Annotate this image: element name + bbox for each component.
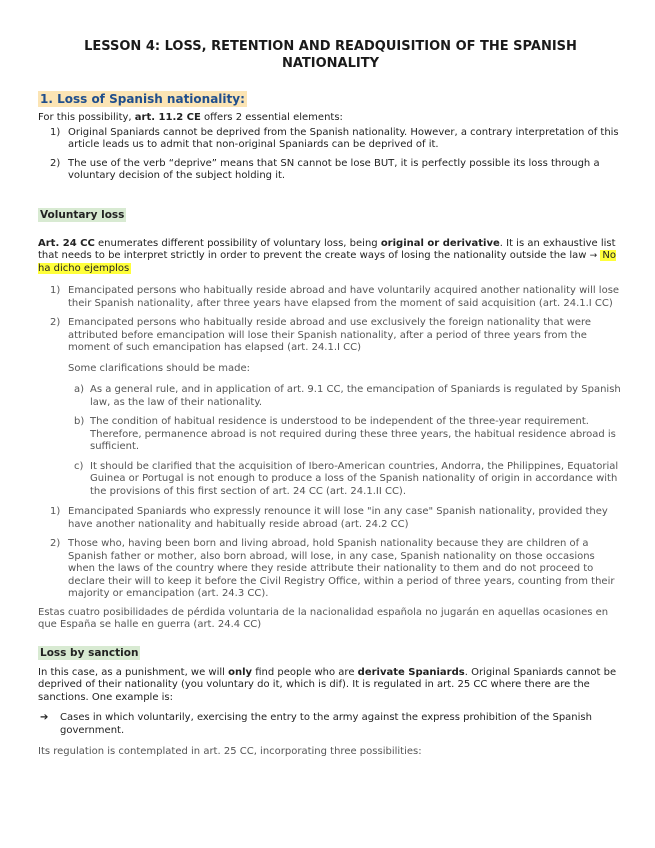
- sanction-example: [38, 712, 623, 737]
- item-text: The condition of habitual residence is understood to be independent of the three-year requirement. Therefore, permanence abroad is not required during these three years, the habitual residence abroad is sufficient.: [90, 416, 616, 452]
- arrow-bullet-icon: ➔: [40, 712, 49, 723]
- item-letter: a): [74, 384, 85, 395]
- intro-text: For this possibility,: [38, 112, 135, 123]
- voluntary-loss-list: [38, 285, 623, 355]
- intro-bold-2: derivate Spaniards: [357, 666, 465, 678]
- voluntary-intro: [38, 238, 623, 276]
- list-item: [38, 158, 623, 183]
- item-text: As a general rule, and in application of art. 9.1 CC, the emancipation of Spaniards is regulated by Spanish law, as the law of their nationality.: [90, 384, 621, 408]
- intro-bold: original or derivative: [380, 237, 500, 249]
- war-exception-note: Estas cuatro posibilidades de pérdida voluntaria de la nacionalidad española no jugarán en aquellas ocasiones en que España se halle en guerra (art. 24.4 CC): [38, 606, 609, 630]
- item-text: Original Spaniards cannot be deprived from the Spanish nationality. However, a contrary interpretation of this article leads us to admit that non-original Spaniards can be deprived of it.: [68, 126, 619, 150]
- item-text: Emancipated persons who habitually reside abroad and have voluntarily acquired another nationality will lose their Spanish nationality, after three years have elapsed from the moment of said acquisition (art. 24.1.I CC): [68, 285, 620, 309]
- intro-text-end: offers 2 essential elements:: [200, 112, 343, 123]
- essential-elements-list: [38, 127, 623, 183]
- sanction-closing: Its regulation is contemplated in art. 25 CC, incorporating three possibilities:: [38, 746, 422, 757]
- item-number: 2): [50, 317, 61, 328]
- voluntary-loss-list-continued: [38, 506, 623, 601]
- item-text: It should be clarified that the acquisition of Ibero-American countries, Andorra, the Philippines, Equatorial Guinea or Portugal is not enough to produce a loss of the Spanish nationality of origin in accordance with the provisions of this first section of art. 24 CC (art. 24.1.II CC).: [90, 460, 619, 497]
- list-item: [38, 317, 623, 355]
- list-item: [38, 285, 623, 310]
- item-text: Those who, having been born and living abroad, hold Spanish nationality because they are children of a Spanish father or mother, also born abroad, will lose, in any case, Spanish nationality on those occasions when the laws of the country where they reside attribute their nationality to them and do not proceed to declare their will to keep it before the Civil Registry Office, within a period of three years, counting from their majority or emancipation (art. 24.3 CC).: [68, 538, 615, 599]
- item-text: Cases in which voluntarily, exercising the entry to the army against the express prohibition of the Spanish government.: [60, 712, 592, 736]
- sanction-intro: [38, 667, 623, 705]
- arrow-icon: →: [589, 251, 598, 261]
- list-item: [38, 506, 623, 531]
- page-title: LESSON 4: LOSS, RETENTION AND READQUISITION OF THE SPANISH NATIONALITY: [84, 39, 577, 71]
- list-item: [38, 127, 623, 152]
- item-number: 1): [50, 285, 61, 296]
- section-heading-loss: 1. Loss of Spanish nationality:: [40, 92, 245, 106]
- intro-bold: art. 11.2 CE: [134, 112, 201, 123]
- clarifications-intro: Some clarifications should be made:: [68, 362, 251, 374]
- item-letter: b): [74, 416, 85, 427]
- intro-text: enumerates different possibility of voluntary loss, being: [94, 237, 381, 249]
- section-loss: [38, 88, 623, 183]
- item-letter: c): [74, 460, 84, 472]
- intro-bold: only: [228, 666, 253, 678]
- section-intro: [38, 112, 623, 125]
- section-loss-by-sanction: [38, 641, 623, 759]
- item-number: 1): [50, 126, 61, 138]
- highlight-note: No ha dicho ejemplos: [38, 250, 616, 274]
- subheading-voluntary-loss: Voluntary loss: [40, 208, 125, 221]
- intro-text-end: . Original Spaniards cannot be deprived of their nationality (you voluntary do it, which is dif). It is regulated in art. 25 CC where there are the sanctions. One example is:: [38, 666, 617, 703]
- list-item: [38, 416, 623, 454]
- intro-text-mid: find people who are: [252, 666, 358, 678]
- item-number: 2): [50, 157, 61, 169]
- clarifications-list: [38, 384, 623, 498]
- section-voluntary-loss: [38, 203, 623, 632]
- item-text: Emancipated persons who habitually reside abroad and use exclusively the foreign nationality that were attributed before emancipation will lose their Spanish nationality, after a period of three years from the moment of such emancipation has elapsed (art. 24.1.I CC): [68, 317, 592, 353]
- list-item: [38, 538, 623, 601]
- intro-text: In this case, as a punishment, we will: [38, 666, 229, 678]
- item-text: The use of the verb “deprive” means that SN cannot be lose BUT, it is perfectly possible its loss through a voluntary decision of the subject holding it.: [68, 157, 600, 181]
- item-number: 2): [50, 538, 61, 549]
- list-item: [38, 384, 623, 409]
- intro-text-end: . It is an exhaustive list that needs to be interpret strictly in order to prevent the create ways of losing the nationality outside the law: [38, 237, 616, 261]
- item-text: Emancipated Spaniards who expressly renounce it will lose "in any case" Spanish nationality, provided they have another nationality and habitually reside abroad (art. 24.2 CC): [68, 506, 608, 530]
- article-ref: Art. 24 CC: [38, 237, 95, 249]
- subheading-loss-by-sanction: Loss by sanction: [40, 646, 139, 659]
- item-number: 1): [50, 506, 61, 517]
- list-item: [38, 461, 623, 499]
